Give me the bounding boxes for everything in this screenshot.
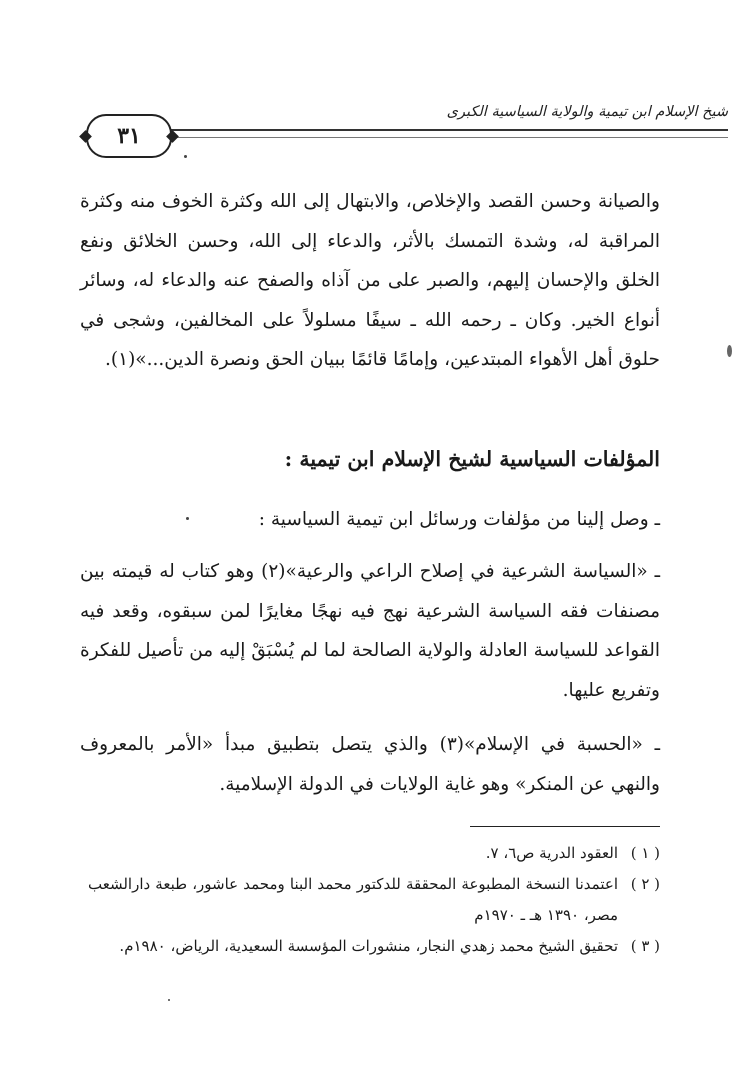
body-paragraph: والصيانة وحسن القصد والإخلاص، والابتهال إلى الله وكثرة الخوف منه وكثرة المراقبة له، وشدة التمسك بالأثر، والدعاء إلى الله، وحسن الخلائق ونفع الخلق والإحسان إليهم، والصبر على من آذاه والصفح عنه والدعاء له، وسائر أنواع الخير. وكان ـ رحمه الله ـ سيفًا مسلولاً على المخالفين، وشجى في حلوق أهل الأهواء المبتدعين، وإمامًا قائمًا ببيان الحق ونصرة الدين...»(١). bbox=[80, 191, 660, 370]
footnote bbox=[88, 869, 660, 931]
scan-speck bbox=[168, 999, 170, 1001]
footnote-text: العقود الدرية ص٦، ٧. bbox=[485, 844, 618, 862]
footnotes bbox=[88, 838, 660, 962]
page-number-badge bbox=[86, 114, 172, 158]
list-intro: ـ وصل إلينا من مؤلفات ورسائل ابن تيمية السياسية : bbox=[258, 509, 660, 530]
footnote-number: ( ١ ) bbox=[630, 844, 660, 862]
scan-speck bbox=[184, 155, 187, 158]
footnote-text: اعتمدنا النسخة المطبوعة المحققة للدكتور محمد البنا ومحمد عاشور، طبعة دارالشعب مصر، ١٣٩٠ هـ ـ ١٩٧٠م bbox=[88, 875, 618, 924]
footnote-separator bbox=[470, 826, 660, 827]
scan-speck bbox=[727, 345, 732, 357]
header-rule bbox=[160, 129, 728, 138]
footnote-number: ( ٣ ) bbox=[630, 937, 660, 955]
footnote bbox=[88, 838, 660, 869]
footnote-number: ( ٢ ) bbox=[630, 875, 660, 893]
section-heading: المؤلفات السياسية لشيخ الإسلام ابن تيمية : bbox=[284, 447, 660, 471]
page-number: ٣١ bbox=[117, 123, 141, 149]
list-item: ـ «الحسبة في الإسلام»(٣) والذي يتصل بتطبيق مبدأ «الأمر بالمعروف والنهي عن المنكر» وهو غاية الولايات في الدولة الإسلامية. bbox=[80, 734, 660, 795]
scan-speck bbox=[186, 517, 189, 520]
list-item: ـ «السياسة الشرعية في إصلاح الراعي والرعية»(٢) وهو كتاب له قيمته بين مصنفات فقه السياسة الشرعية نهج فيه نهجًا مغايرًا لمن سبقوه، وقعد فيه القواعد للسياسة العادلة والولاية الصالحة لما لم يُسْبَقْ إليه من تأصيل للفكرة وتفريع عليها. bbox=[80, 561, 660, 701]
footnote bbox=[88, 931, 660, 962]
running-header: شيخ الإسلام ابن تيمية والولاية السياسية الكبرى bbox=[446, 104, 728, 120]
footnote-text: تحقيق الشيخ محمد زهدي النجار، منشورات المؤسسة السعيدية، الرياض، ١٩٨٠م. bbox=[119, 937, 618, 955]
